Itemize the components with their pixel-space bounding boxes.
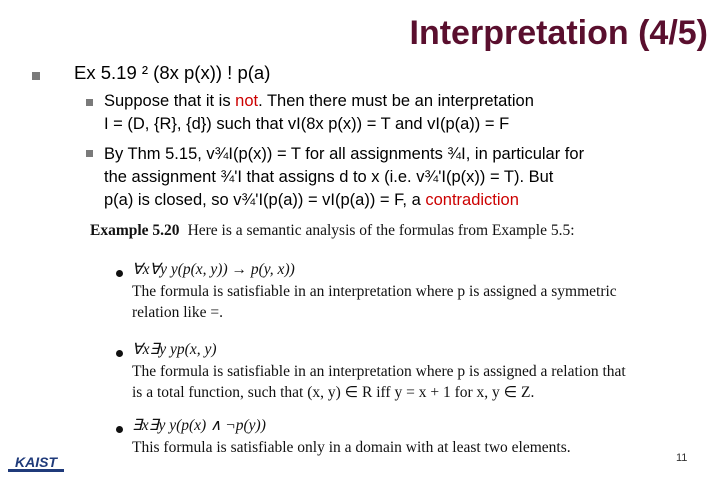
- sub-bullet-1-line1: [104, 90, 534, 113]
- sub-bullet-2-line3: [104, 189, 584, 212]
- example-desc-1b: relation like =.: [132, 304, 223, 321]
- example-formula-1: ∀x∀y y(p(x, y)) → p(y, x)): [132, 261, 295, 278]
- example-intro: Here is a semantic analysis of the formulas from Example 5.5:: [187, 222, 575, 239]
- main-bullet-text: Ex 5.19 ² (8x p(x)) ! p(a): [74, 62, 271, 83]
- sub-bullet-2-line1: By Thm 5.15, v¾I(p(x)) = T for all assignments ¾I, in particular for: [104, 145, 585, 163]
- example-bullet-dot-icon: [116, 350, 123, 357]
- page-number: 11: [676, 452, 688, 464]
- example-bullet-dot-icon: [116, 270, 123, 277]
- example-desc-2b: is a total function, such that (x, y) ∈ R iff y = x + 1 for x, y ∈ Z.: [132, 384, 535, 401]
- text-segment: p(a) is closed, so v¾'I(p(a)) = vI(p(a)) = F, a: [104, 191, 426, 209]
- example-heading: [90, 222, 575, 240]
- highlight-contradiction: contradiction: [425, 191, 519, 209]
- sub-bullet-1: [104, 90, 534, 136]
- bullet-square-icon: [32, 72, 40, 80]
- sub-bullet-square-icon: [86, 99, 93, 106]
- kaist-logo: [8, 452, 64, 474]
- sub-bullet-2: [104, 143, 584, 212]
- example-formula-2: ∀x∃y yp(x, y): [132, 341, 217, 358]
- highlight-not: not: [235, 92, 259, 110]
- example-desc-2a: The formula is satisfiable in an interpretation where p is assigned a relation that: [132, 363, 626, 380]
- example-label: Example 5.20: [90, 222, 180, 239]
- sub-bullet-2-line2: the assignment ¾'I that assigns d to x (i.e. v¾'I(p(x)) = T). But: [104, 168, 554, 186]
- sub-bullet-1-line2: I = (D, {R}, {d}) such that vI(8x p(x)) = T and vI(p(a)) = F: [104, 115, 510, 133]
- example-bullet-dot-icon: [116, 426, 123, 433]
- slide-title: Interpretation (4/5): [409, 14, 708, 52]
- text-segment: . Then there must be an interpretation: [258, 92, 534, 110]
- text-segment: Suppose that it is: [104, 92, 236, 110]
- sub-bullet-square-icon: [86, 150, 93, 157]
- example-formula-3: ∃x∃y y(p(x) ∧ ¬p(y)): [132, 417, 266, 434]
- example-desc-3a: This formula is satisfiable only in a domain with at least two elements.: [132, 439, 571, 456]
- logo-text: KAIST: [15, 454, 57, 470]
- example-desc-1a: The formula is satisfiable in an interpretation where p is assigned a symmetric: [132, 283, 617, 300]
